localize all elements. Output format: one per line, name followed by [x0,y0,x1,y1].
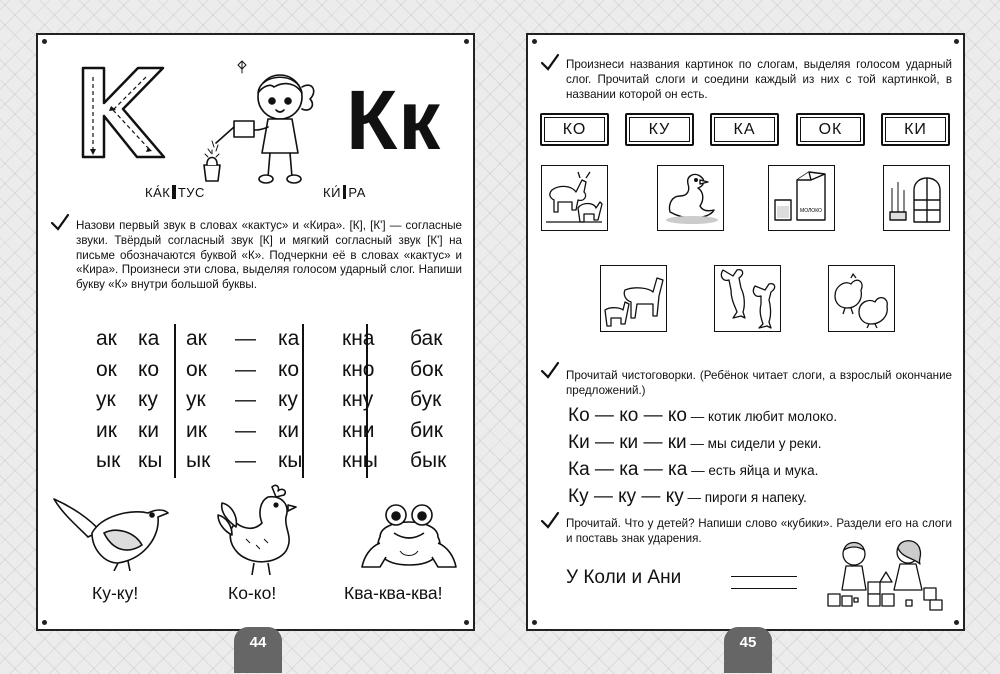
syllable-cell: ко [278,357,300,381]
pin [42,620,47,625]
page-number-tab [724,627,772,673]
syllable-cell: ик [96,418,117,442]
dash: — [235,327,256,350]
pin [464,39,469,44]
pin [532,39,537,44]
syllable-cell: кна [342,327,375,350]
rooster-illustration [214,483,304,579]
syllable-cell: кни [342,418,375,442]
word-kira-label [322,185,367,200]
syllable-box[interactable]: КА [710,113,779,146]
right-page [526,33,965,651]
answer-line[interactable] [731,576,797,577]
syllable-box[interactable]: КУ [625,113,694,146]
syllable-cell: ук [96,388,116,411]
window-icon [884,166,948,229]
syllable-row [90,358,460,389]
picture-horses[interactable] [600,265,667,332]
pin [532,620,537,625]
syllable-cell: ак [186,327,207,350]
picture-crayfish[interactable] [714,265,781,332]
word-kira-stressed: КИ́ [323,185,341,200]
syllable-cell: ка [138,327,160,350]
duck-icon [658,166,722,229]
tongue-twister-line [568,432,822,454]
children-with-blocks-illustration [824,538,948,612]
task-instruction-text: Назови первый звук в словах «кактус» и «Кира». [К], [К'] — согласные звуки. Твёрдый согласный звук [К] и мягкий согласный звук [К'] на письме обозначаются буквой «К». Подчеркни её в словах «кактус» и «Кира». Произнеси эти слова, выделяя голосом ударный слог. Напиши букву «К» внутри большой буквы. [76,219,462,292]
checkmark-icon [540,53,560,73]
syllable-cell: кы [278,449,303,472]
syllable-cell: ак [96,327,117,350]
tongue-twister-syllables: Ка — ка — ка [568,459,688,480]
syllable-row [90,449,460,480]
task-instruction-text: Прочитай чистоговорки. (Ребёнок читает слоги, а взрослый окончание предложений.) [566,369,952,397]
syllable-divider [343,185,347,199]
milk-label: МОЛОКО [800,208,822,214]
dash: — [235,418,256,442]
syllable-box[interactable]: КИ [881,113,950,146]
pin [42,39,47,44]
left-page [36,33,475,651]
letter-display: Кк [346,73,442,167]
frog-sound-label: Ква-ква-ква! [344,583,443,603]
syllable-box[interactable]: КО [540,113,609,146]
task-instruction-text: Произнеси названия картинок по слогам, выделяя голосом ударный слог. Прочитай слоги и соедини каждый из них с той картинкой, в названии которой он есть. [566,58,952,101]
syllable-cell: кы [138,449,163,472]
page-number: 44 [249,634,267,651]
syllable-cell: кны [342,449,378,472]
answer-line[interactable] [731,588,797,589]
word-cactus-stressed: КА́К [145,185,171,200]
page-number: 45 [739,634,757,651]
checkmark-icon [50,213,70,233]
crayfish-icon [715,266,779,330]
syllable-table [90,327,460,480]
syllable-box[interactable]: ОК [796,113,865,146]
syllable-row [90,419,460,450]
cuckoo-sound-label: Ку-ку! [92,583,139,603]
sentence-text: У Коли и Ани [566,567,682,588]
syllable-cell: ки [138,418,159,442]
word-kira-rest: РА [348,185,366,200]
syllable-cell: ык [186,449,211,472]
syllable-cell: ик [186,418,207,442]
syllable-cell: бык [410,449,447,472]
syllable-row [90,327,460,358]
dash: — [235,449,256,472]
picture-chickens[interactable] [828,265,895,332]
syllable-cell: бок [410,357,443,381]
tongue-twister-ending: — мы сидели у реки. [686,436,822,451]
checkmark-icon [540,361,560,381]
chickens-icon [829,266,893,330]
syllable-cell: ык [96,449,121,472]
horses-icon [601,266,665,330]
syllable-cell: кну [342,388,374,411]
word-cactus-rest: ТУС [177,185,205,200]
frog-illustration [360,499,458,573]
cuckoo-illustration [52,493,170,571]
tongue-twister-line [568,486,807,508]
syllable-cell: бик [410,418,443,442]
syllable-cell: бук [410,388,442,411]
word-cactus-label [144,185,206,200]
tongue-twister-line [568,459,818,481]
picture-milk[interactable] [768,165,835,231]
page-number-tab [234,627,282,673]
syllable-cell: бак [410,327,443,350]
tongue-twister-line [568,405,837,427]
syllable-cell: ко [138,357,160,381]
tongue-twister-ending: — котик любит молоко. [686,409,838,424]
girl-watering-cactus-illustration [198,57,328,187]
syllable-cell: ок [96,357,117,381]
syllable-cell: ки [278,418,299,442]
milk-carton-icon [769,166,833,229]
syllable-cell: ук [186,388,206,411]
pin [464,620,469,625]
rooster-sound-label: Ко-ко! [228,583,277,603]
dash: — [235,388,256,411]
tracing-letter-k[interactable] [80,65,166,160]
tongue-twister-ending: — пироги я напеку. [683,490,807,505]
tongue-twister-syllables: Ко — ко — ко [568,405,687,426]
pin [954,39,959,44]
dash: — [235,357,256,381]
syllable-row [90,388,460,419]
picture-window[interactable] [883,165,950,231]
task-instruction-text: Прочитай. Что у детей? Напиши слово «кубики». Раздели его на слоги и поставь знак ударения. [566,517,952,545]
syllable-cell: ку [138,388,158,411]
tongue-twister-syllables: Ку — ку — ку [568,486,684,507]
pin [954,620,959,625]
syllable-cell: кно [342,357,375,381]
syllable-cell: ок [186,357,207,381]
tongue-twister-syllables: Ки — ки — ки [568,432,687,453]
tongue-twister-ending: — есть яйца и мука. [687,463,819,478]
goats-icon [542,166,606,229]
picture-duck[interactable] [657,165,724,231]
syllable-cell: ку [278,388,298,411]
syllable-cell: ка [278,327,300,350]
syllable-divider [172,185,176,199]
checkmark-icon [540,511,560,531]
picture-goats[interactable] [541,165,608,231]
